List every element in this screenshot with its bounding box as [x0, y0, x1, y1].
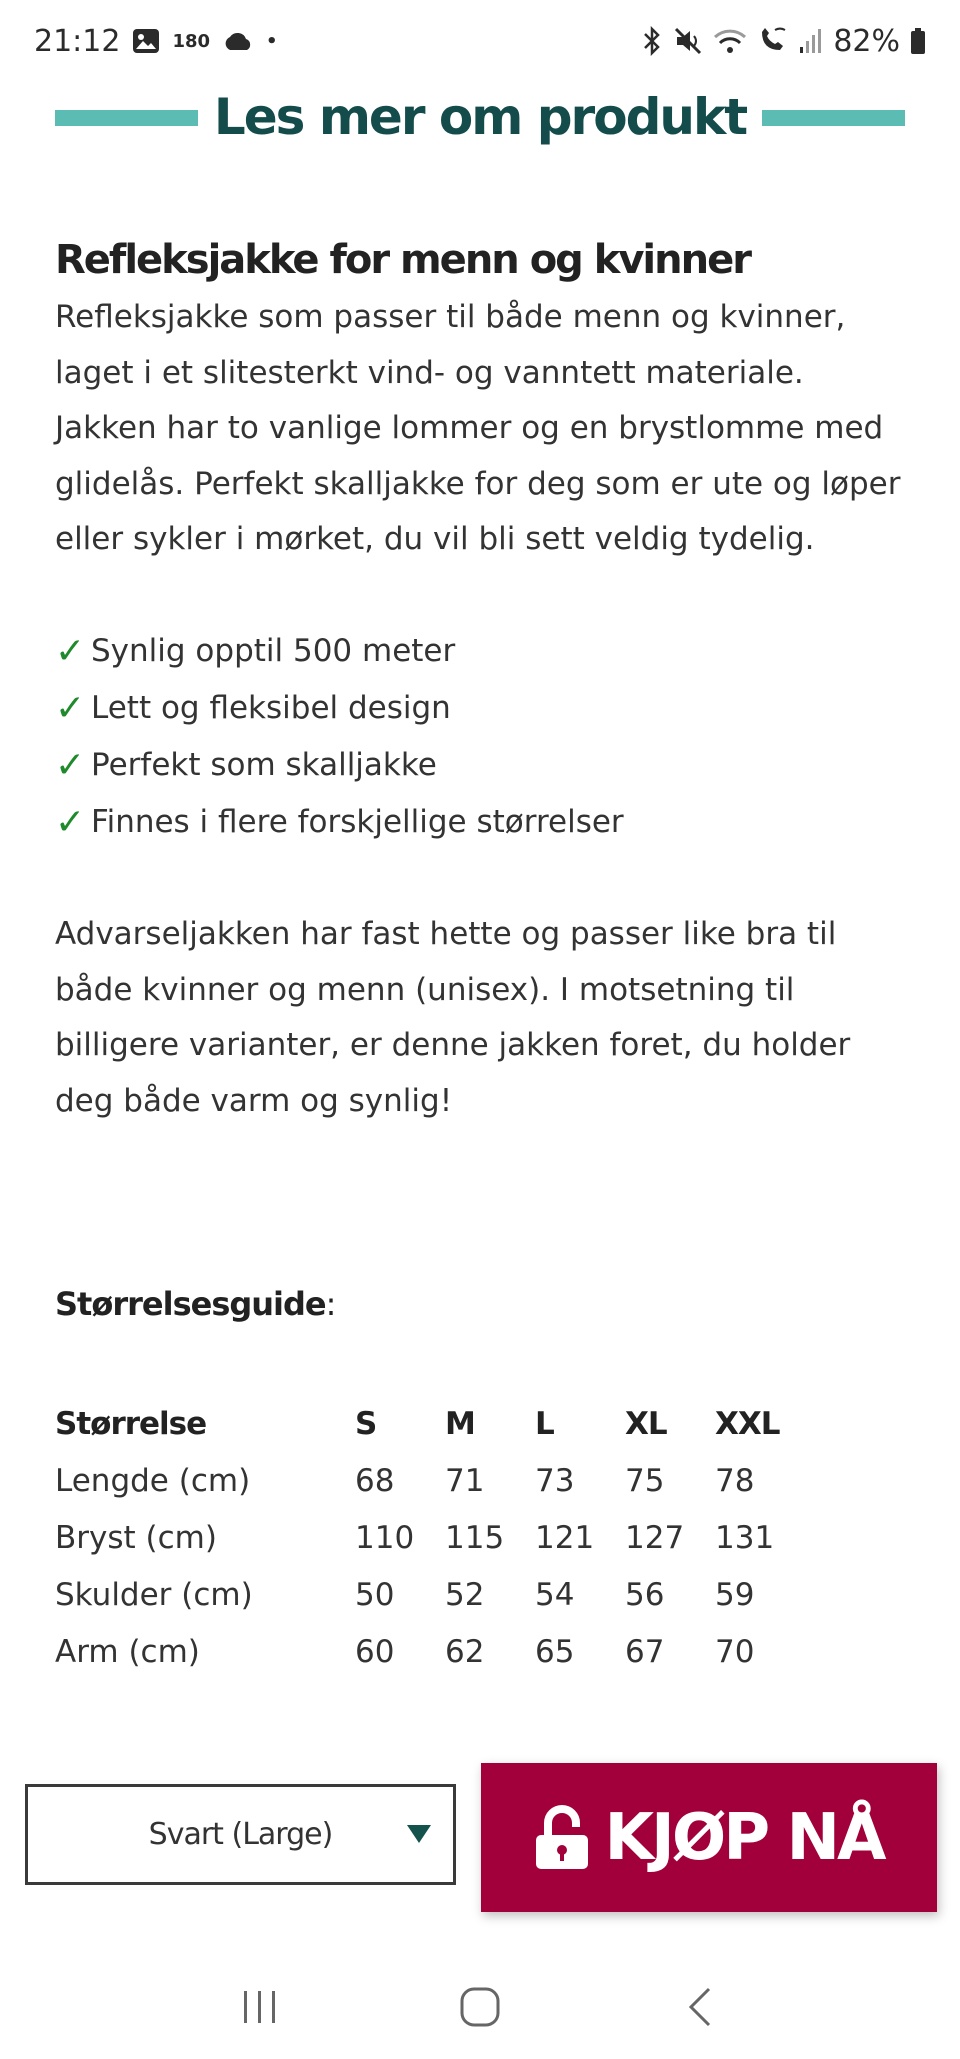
dropdown-arrow-icon	[407, 1825, 431, 1843]
back-icon	[685, 1986, 715, 2028]
feature-text: Synlig opptil 500 meter	[91, 632, 456, 669]
home-button[interactable]	[440, 1977, 520, 2037]
table-cell: 60	[355, 1633, 395, 1670]
table-cell: Skulder (cm)	[55, 1576, 253, 1613]
table-cell: 67	[625, 1633, 665, 1670]
list-item	[55, 737, 905, 794]
table-cell: 115	[445, 1519, 505, 1556]
table-cell: Arm (cm)	[55, 1633, 200, 1670]
table-cell: 127	[625, 1519, 685, 1556]
section-heading	[0, 88, 960, 148]
table-cell: 52	[445, 1576, 485, 1613]
signal-icon	[799, 27, 823, 55]
list-item	[55, 623, 905, 680]
table-header-cell: S	[355, 1405, 377, 1442]
table-cell: 75	[625, 1462, 665, 1499]
unlock-icon	[534, 1805, 590, 1871]
buy-now-button[interactable]	[481, 1763, 937, 1912]
table-cell: 110	[355, 1519, 415, 1556]
table-header-cell: L	[535, 1405, 554, 1442]
recent-apps-button[interactable]	[220, 1977, 300, 2037]
table-cell: 50	[355, 1576, 395, 1613]
table-row	[55, 1509, 805, 1566]
status-left	[34, 24, 278, 59]
buy-now-label: KJØP NÅ	[604, 1800, 884, 1875]
list-item	[55, 794, 905, 851]
checkmark-icon: ✓	[55, 801, 86, 843]
table-cell: 56	[625, 1576, 665, 1613]
checkmark-icon: ✓	[55, 630, 86, 672]
product-title: Refleksjakke for menn og kvinner	[55, 237, 750, 283]
table-header-cell: Størrelse	[55, 1405, 207, 1442]
table-row	[55, 1452, 805, 1509]
wifi-calling-icon	[757, 26, 789, 56]
table-header-cell: M	[445, 1405, 475, 1442]
heading-decor-right	[762, 110, 905, 126]
table-header-row	[55, 1395, 805, 1452]
status-bar	[0, 0, 960, 82]
battery-icon	[910, 27, 926, 55]
recent-apps-icon	[240, 1989, 280, 2025]
size-guide-title	[55, 1285, 336, 1323]
status-dot: •	[266, 30, 278, 52]
table-cell: 62	[445, 1633, 485, 1670]
mute-icon	[673, 26, 703, 56]
table-row	[55, 1623, 805, 1680]
section-title: Les mer om produkt	[213, 88, 747, 146]
bluetooth-icon	[641, 26, 663, 56]
status-time: 21:12	[34, 23, 121, 59]
table-cell: 73	[535, 1462, 575, 1499]
table-cell: 59	[715, 1576, 755, 1613]
notification-count: 180	[172, 30, 211, 52]
variant-selected-value: Svart (Large)	[148, 1817, 333, 1852]
product-description	[55, 230, 905, 1129]
size-guide-label: Størrelsesguide	[55, 1285, 326, 1323]
table-cell: 131	[715, 1519, 775, 1556]
feature-text: Lett og fleksibel design	[91, 689, 451, 726]
table-cell: 78	[715, 1462, 755, 1499]
description-paragraph: Refleksjakke som passer til både menn og kvinner, laget i et slitesterkt vind- og vanntett materiale. Jakken har to vanlige lommer og en brystlomme med glidelås. Perfekt skalljakke for deg som er ute og løper eller sykler i mørket, du vil bli sett veldig tydelig.	[55, 299, 901, 558]
status-right	[641, 24, 926, 59]
wifi-icon	[713, 26, 747, 56]
checkmark-icon: ✓	[55, 687, 86, 729]
size-guide-colon: :	[325, 1285, 337, 1323]
feature-list	[55, 623, 905, 851]
system-nav-bar	[0, 1955, 960, 2059]
list-item	[55, 680, 905, 737]
table-row	[55, 1566, 805, 1623]
table-cell: 121	[535, 1519, 595, 1556]
battery-percent: 82%	[833, 23, 900, 59]
table-cell: Bryst (cm)	[55, 1519, 217, 1556]
table-cell: 68	[355, 1462, 395, 1499]
home-icon	[459, 1986, 501, 2028]
size-table	[55, 1395, 805, 1680]
variant-select[interactable]	[25, 1784, 456, 1885]
back-button[interactable]	[660, 1977, 740, 2037]
table-cell: 71	[445, 1462, 485, 1499]
table-cell: Lengde (cm)	[55, 1462, 251, 1499]
table-header-cell: XXL	[715, 1405, 780, 1442]
description-paragraph-2: Advarseljakken har fast hette og passer like bra til både kvinner og menn (unisex). I motsetning til billigere varianter, er denne jakken foret, du holder deg både varm og synlig!	[55, 915, 851, 1119]
table-cell: 65	[535, 1633, 575, 1670]
checkmark-icon: ✓	[55, 744, 86, 786]
table-header-cell: XL	[625, 1405, 667, 1442]
table-cell: 54	[535, 1576, 575, 1613]
table-cell: 70	[715, 1633, 755, 1670]
feature-text: Finnes i flere forskjellige størrelser	[91, 803, 624, 840]
gallery-icon	[132, 28, 160, 54]
cloud-icon	[222, 31, 254, 51]
feature-text: Perfekt som skalljakke	[91, 746, 437, 783]
